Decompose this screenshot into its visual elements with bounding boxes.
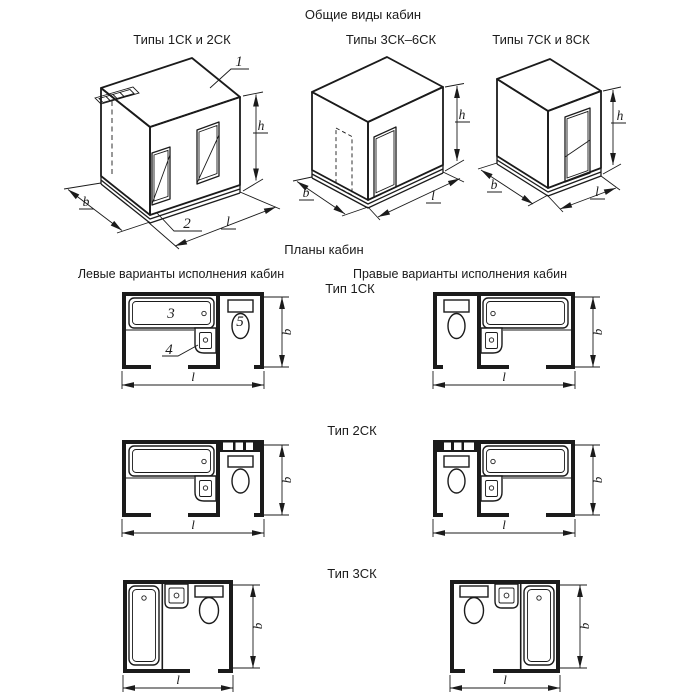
plan-2sk-left (122, 440, 264, 517)
dim-label-l: l (226, 214, 230, 229)
cabin-side-face (101, 88, 150, 215)
dim-label-l: l (191, 369, 195, 384)
row-label-2sk: Тип 2СК (327, 423, 377, 438)
extension-lines-h (603, 87, 621, 174)
base-plinth-lines (497, 156, 601, 196)
door-frame-lines (152, 150, 170, 204)
door-frame-lines (376, 131, 394, 193)
dim-label-b: b (302, 185, 310, 200)
dim-label-h: h (257, 118, 265, 133)
dim-label-b: b (490, 177, 498, 192)
dim-label-h: h (458, 107, 466, 122)
extension-lines-h (445, 84, 464, 172)
dim-label-b: b (279, 476, 294, 484)
cabin-side-face (312, 92, 368, 200)
dim-label-b: b (82, 194, 90, 209)
dimension-line-b (68, 190, 122, 231)
door-panel (374, 127, 396, 197)
extension-lines-h (243, 92, 263, 191)
door-frame-lines (197, 126, 219, 184)
cabin-front-face (548, 91, 601, 188)
callout-3-bathtub: 3 (167, 306, 175, 322)
callout-1: 1 (235, 54, 243, 70)
iso-view-7sk-8sk (478, 59, 626, 212)
cabin-roof (312, 57, 443, 122)
dim-label-b: b (577, 622, 592, 630)
dim-label-l: l (431, 188, 435, 203)
row-label-3sk: Тип 3СК (327, 566, 377, 581)
dim-label-b: b (590, 328, 605, 336)
iso-subtitle-2: Типы 3СК–6СК (345, 32, 437, 47)
label-underlines (299, 122, 470, 203)
cabin-roof (497, 59, 601, 111)
dimension-line-l (560, 188, 616, 209)
plan-1sk-right (433, 292, 575, 369)
cabin-roof (101, 58, 240, 127)
main-title: Общие виды кабин (304, 7, 422, 22)
iso-subtitle-1: Типы 1СК и 2СК (133, 32, 231, 47)
plans-title: Планы кабин (284, 242, 364, 257)
dim-label-l: l (595, 184, 599, 199)
dim-label-l: l (191, 517, 195, 532)
callout-2-leader (157, 213, 202, 231)
callout-2: 2 (183, 216, 191, 232)
iso-view-1sk-2sk (64, 54, 280, 249)
callout-5-toilet: 5 (236, 314, 244, 330)
dim-label-b: b (250, 622, 265, 630)
iso-view-3sk-6sk (293, 57, 470, 220)
callout-4-sink: 4 (165, 342, 173, 358)
extension-lines-l (548, 176, 620, 212)
plan-3sk-left (123, 580, 233, 673)
door-frame-lines (565, 111, 590, 178)
base-plinth-lines (312, 165, 443, 208)
left-column-header: Левые варианты исполнения кабин (77, 267, 285, 281)
plan-1sk-left (122, 292, 264, 369)
dim-label-l: l (502, 517, 506, 532)
dim-label-l: l (502, 369, 506, 384)
dim-label-l: l (176, 672, 180, 687)
dimension-line-b (481, 170, 533, 204)
extension-lines-l (148, 192, 280, 249)
cabin-side-face (497, 79, 548, 188)
cabin-front-face (368, 87, 443, 200)
plan-3sk-right (450, 580, 560, 673)
row-label-1sk: Тип 1СК (325, 281, 375, 296)
extension-lines-l (368, 172, 464, 220)
right-column-header: Правые варианты исполнения кабин (352, 267, 568, 281)
dim-label-b: b (590, 476, 605, 484)
iso-subtitle-3: Типы 7СК и 8СК (492, 32, 590, 47)
dim-label-l: l (503, 672, 507, 687)
dim-label-h: h (616, 108, 624, 123)
plan-2sk-right (433, 440, 575, 517)
dim-label-b: b (279, 328, 294, 336)
